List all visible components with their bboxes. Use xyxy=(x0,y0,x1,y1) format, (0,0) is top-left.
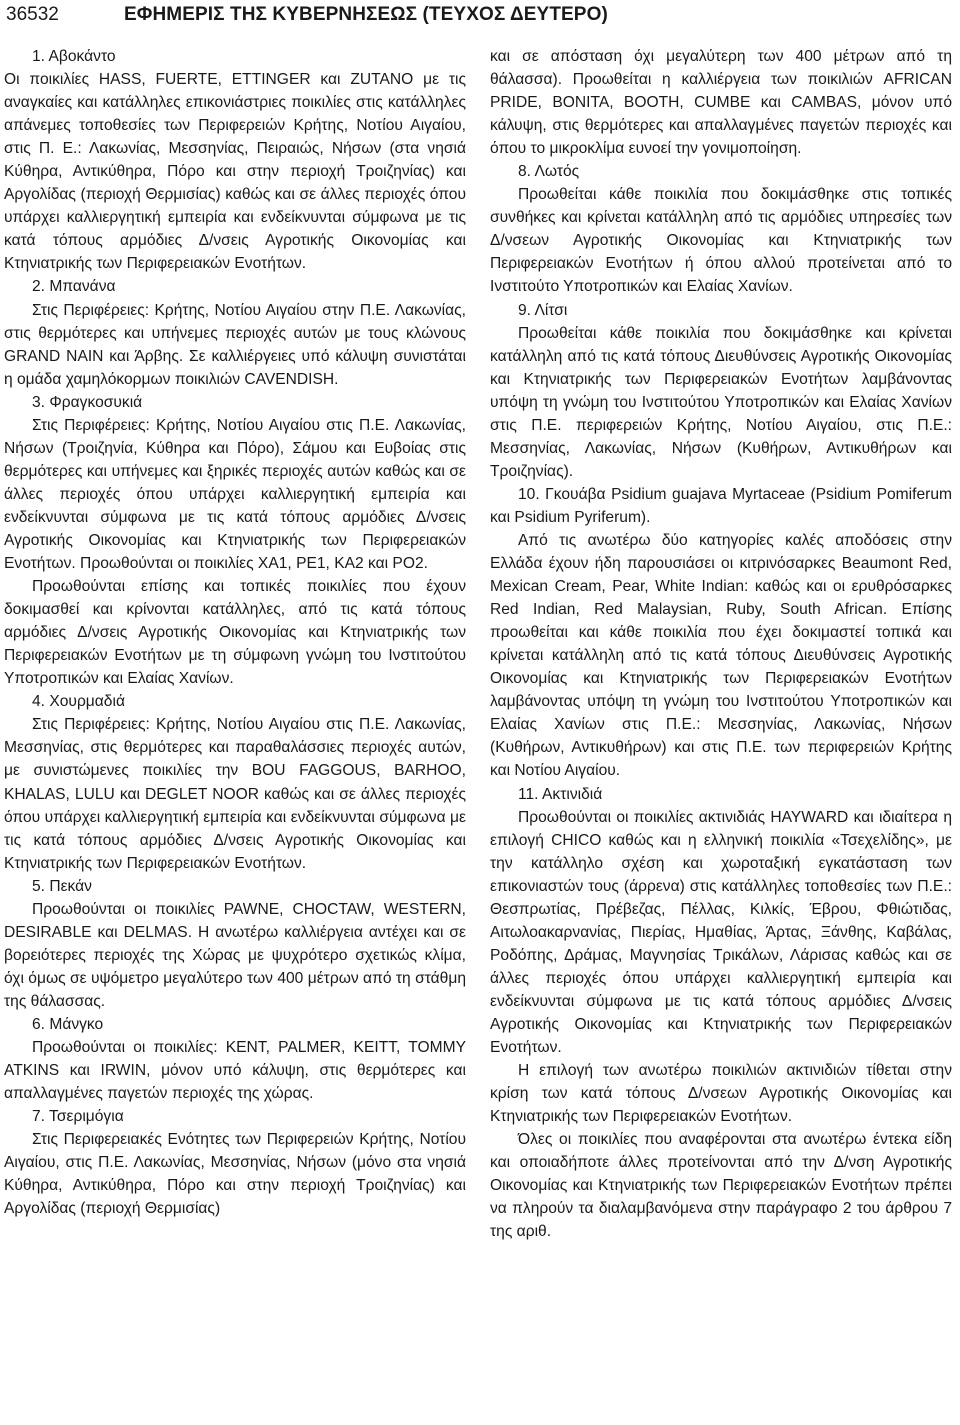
paragraph: Στις Περιφέρειες: Κρήτης, Νοτίου Αιγαίου στις Π.Ε. Λακωνίας, Νήσων (Τροιζηνία, Κύθηρα και Πόρο), Σάμου και Ευβοίας στις θερμότερες και υπήνεμες και ξηρικές περιοχές αυτών καθώς και σε άλλες περιοχές όπου υπάρχει καλλιεργητική εμπειρία και ενδείκνυνται σύμφωνα με τις κατά τόπους αρμόδιες Δ/νσεις Αγροτικής Οικονομίας και Κτηνιατρικής των Περιφερειακών Ενοτήτων. Προωθούνται οι ποικιλίες ΧΑ1, ΡΕ1, ΚΑ2 και ΡΟ2. xyxy=(4,416,466,573)
left-column xyxy=(4,45,466,1220)
section-heading-banana: 2. Μπανάνα xyxy=(32,278,116,296)
section-heading-guava: 10. Γκουάβα Psidium guajava Myrtaceae (Psidium Pomiferum και Psidium Pyriferum). xyxy=(490,485,952,526)
paragraph: Στις Περιφέρειες: Κρήτης, Νοτίου Αιγαίου στις Π.Ε. Λακωνίας, Μεσσηνίας, στις θερμότερες και παραθαλάσσιες περιοχές αυτών, με συνιστώμενες ποικιλίες την BOU FAGGOUS, BARHOO, KHALAS, LULU και DEGLET NOOR καθώς και σε άλλες περιοχές όπου υπάρχει καλλιεργητική εμπειρία και ενδείκνυνται σύμφωνα με τις κατά τόπους αρμόδιες Δ/νσεις Αγροτικής Οικονομίας και Κτηνιατρικής των Περιφερειακών Ενοτήτων. xyxy=(4,716,466,872)
page-number: 36532 xyxy=(6,4,59,25)
section-heading-cherimoya: 7. Τσεριμόγια xyxy=(32,1108,124,1126)
paragraph: Η επιλογή των ανωτέρω ποικιλιών ακτινιδιών τίθεται στην κρίση των κατά τόπους Δ/νσεων Αγροτικής Οικονομίας και Κτηνιατρικής των Περιφερειακών Ενοτήτων. xyxy=(490,1062,952,1126)
page-header xyxy=(6,4,954,30)
paragraph: Όλες οι ποικιλίες που αναφέρονται στα ανωτέρω έντεκα είδη και οποιαδήποτε άλλες προτείνονται από την Δ/νση Αγροτικής Οικονομίας και Κτηνιατρικής των Περιφερειακών Ενοτήτων πρέπει να πληρούν τα διαλαμβανόμενα στην παράγραφο 2 του άρθρου 7 της αριθ. xyxy=(490,1131,952,1241)
paragraph: Προωθούνται οι ποικιλίες ακτινιδιάς HAYWARD και ιδιαίτερα η επιλογή CHICO καθώς και η ελληνική ποικιλία «Τσεχελίδης», με την κατάλληλο σχέση και χωροταξική εγκατάσταση των επικονιαστών τους (άρρενα) στις κατάλληλες τοποθεσίες των Π.Ε.: Θεσπρωτίας, Πρέβεζας, Πέλλας, Κιλκίς, Έβρου, Φθιώτιδας, Αιτωλοακαρνανίας, Πιερίας, Ημαθίας, Άρτας, Ξάνθης, Καβάλας, Ροδόπης, Δράμας, Μαγνησίας Τρικάλων, Λάρισας καθώς και σε άλλες περιοχές όπου υπάρχει καλλιεργητική εμπειρία και ενδείκνυνται σύμφωνα με τις κατά τόπους αρμόδιες Δ/νσεις Αγροτικής Οικονομίας και Κτηνιατρικής των Περιφερειακών Ενοτήτων. xyxy=(490,808,952,1057)
paragraph: Στις Περιφέρειες: Κρήτης, Νοτίου Αιγαίου στην Π.Ε. Λακωνίας, στις θερμότερες και υπήνεμες περιοχές αυτών με τους κλώνους GRAND NAIN και Άρβης. Σε καλλιέργειες υπό κάλυψη συνιστάται η ομάδα χαμηλόκορμων ποικιλιών CAVENDISH. xyxy=(4,301,466,388)
paragraph: Προωθείται κάθε ποικιλία που δοκιμάσθηκε στις τοπικές συνθήκες και κρίνεται κατάλληλη από τις αρμόδιες υπηρεσίες των Δ/νσεων Αγροτικής Οικονομίας και Κτηνιατρικής των Περιφερειακών Ενοτήτων ή όπου αλλού προτείνεται από το Ινστιτούτο Υποτροπικών και Ελαίας Χανίων. xyxy=(490,186,952,296)
paragraph: Προωθείται κάθε ποικιλία που δοκιμάσθηκε και κρίνεται κατάλληλη από τις κατά τόπους Διευθύνσεις Αγροτικής Οικονομίας και Κτηνιατρικής των Περιφερειακών Ενοτήτων λαμβάνοντας υπόψη τη γνώμη του Ινστιτούτου Υποτροπικών και Ελαίας Χανίων στις Π.Ε. περιφερειών Κρήτης, Νοτίου Αιγαίου, στις Π.Ε.: Μεσσηνίας, Λακωνίας, Νήσων (Κυθήρων, Αντικυθήρων και Τροιζηνίας). xyxy=(490,324,952,480)
paragraph: Από τις ανωτέρω δύο κατηγορίες καλές αποδόσεις στην Ελλάδα έχουν ήδη παρουσιάσει οι κιτρινόσαρκες Beaumont Red, Mexican Cream, Pear, White Indian: καθώς και οι ερυθρόσαρκες Red Indian, Red Malaysian, Ruby, South African. Επίσης προωθείται και κάθε ποικιλία που έχει δοκιμαστεί τοπικά και κρίνεται κατάλληλη από τις κατά τόπους Διευθύνσεις Αγροτικής Οικονομίας και Κτηνιατρικής των Περιφερειακών Ενοτήτων λαμβάνοντας υπόψη τη γνώμη του Ινστιτούτου Υποτροπικών και Ελαίας Χανίων στις Π.Ε.: Μεσσηνίας, Λακωνίας, Νήσων (Κυθήρων, Αντικυθήρων) και στις Π.Ε. των περιφερειών Κρήτης και Νοτίου Αιγαίου. xyxy=(490,531,952,780)
paragraph-continued: και σε απόσταση όχι μεγαλύτερη των 400 μέτρων από τη θάλασσα). Προωθείται η καλλιέργεια των ποικιλιών AFRICAN PRIDE, BONITA, BOOTH, CUMBE και CAMBAS, μόνον υπό κάλυψη, στις θερμότερες και απαλλαγμένες παγετών περιοχές και όπου το μικροκλίμα ευνοεί την γονιμοποίηση. xyxy=(490,48,952,158)
gazette-title: ΕΦΗΜΕΡΙΣ ΤΗΣ ΚΥΒΕΡΝΗΣΕΩΣ (ΤΕΥΧΟΣ ΔΕΥΤΕΡΟ) xyxy=(124,4,608,25)
section-heading-lychee: 9. Λίτσι xyxy=(518,301,568,319)
section-heading-date-palm: 4. Χουρμαδιά xyxy=(32,693,125,711)
paragraph: Οι ποικιλίες HASS, FUERTE, ETTINGER και ZUTANO με τις αναγκαίες και κατάλληλες επικονιάστριες ποικιλίες στις κατάλληλες απάνεμες τοποθεσίες των Περιφερειών Κρήτης, Νοτίου Αιγαίου, στις Π. Ε.: Λακωνίας, Μεσσηνίας, Πειραιώς, Νήσων (στα νησιά Κύθηρα, Αντικύθηρα, Πόρο και στην περιοχή Τροιζηνίας) και Αργολίδας (περιοχή Θερμισίας) καθώς και σε άλλες περιοχές όπου υπάρχει καλλιεργητική εμπειρία και ενδείκνυνται σύμφωνα με τις κατά τόπους αρμόδιες Δ/νσεις Αγροτικής Οικονομίας και Κτηνιατρικής των Περιφερειακών Ενοτήτων. xyxy=(4,71,466,273)
section-heading-kiwi: 11. Ακτινιδιά xyxy=(518,785,603,803)
section-heading-avocado: 1. Αβοκάντο xyxy=(32,48,116,65)
section-heading-persimmon: 8. Λωτός xyxy=(518,163,580,181)
paragraph: Στις Περιφερειακές Ενότητες των Περιφερειών Κρήτης, Νοτίου Αιγαίου, στις Π.Ε. Λακωνίας, Μεσσηνίας, Νήσων (μόνο στα νησιά Κύθηρα, Αντικύθηρα, Πόρο και στην περιοχή Τροιζηνίας) και Αργολίδας (περιοχή Θερμισίας) xyxy=(4,1131,466,1218)
paragraph: Προωθούνται οι ποικιλίες PAWNE, CHOCTAW, WESTERN, DESIRABLE και DELMAS. Η ανωτέρω καλλιέργεια αντέχει και σε βορειότερες περιοχές της Χώρας με ψυχρότερο σχετικώς κλίμα, όχι όμως σε υψόμετρο μεγαλύτερο των 400 μέτρων από τη στάθμη της θάλασσας. xyxy=(4,900,466,1010)
paragraph: Προωθούνται επίσης και τοπικές ποικιλίες που έχουν δοκιμασθεί και κρίνονται κατάλληλες, από τις κατά τόπους αρμόδιες Δ/νσεις Αγροτικής Οικονομίας και Κτηνιατρικής των Περιφερειακών Ενοτήτων με τη σύμφωνη γνώμη του Ινστιτούτου Υποτροπικών και Ελαίας Χανίων. xyxy=(4,578,466,688)
section-heading-mango: 6. Μάνγκο xyxy=(32,1015,104,1033)
section-heading-prickly-pear: 3. Φραγκοσυκιά xyxy=(32,393,143,411)
section-heading-pecan: 5. Πεκάν xyxy=(32,877,92,895)
paragraph: Προωθούνται οι ποικιλίες: KENT, PALMER, KEITT, TOMMY ATKINS και IRWIN, μόνον υπό κάλυψη, στις θερμότερες και απαλλαγμένες παγετών περιοχές της χώρας. xyxy=(4,1039,466,1103)
right-column xyxy=(490,45,952,1243)
